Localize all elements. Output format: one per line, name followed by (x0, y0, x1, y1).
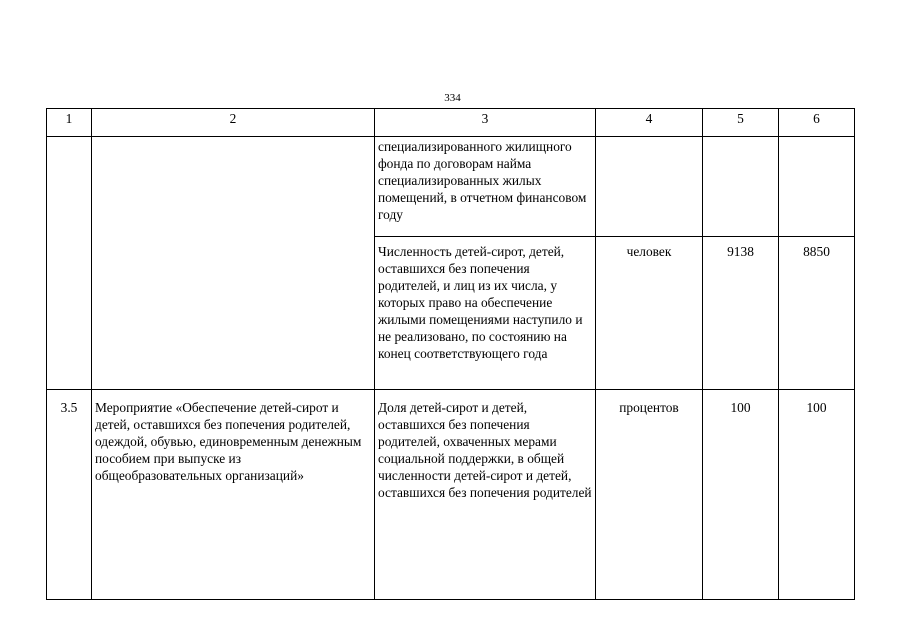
cell-indicator: Численность детей-сирот, детей, оставшихся без попечения родителей, и лиц из их числа, у которых право на обеспечение жилыми помещениями наступило и не реализовано, по состоянию на конец соответствующего года (375, 237, 596, 390)
cell-value-5 (703, 137, 779, 237)
cell-event (92, 137, 375, 390)
cell-unit (596, 137, 703, 237)
column-header-4: 4 (596, 109, 703, 137)
table-row (47, 137, 855, 237)
column-header-5: 5 (703, 109, 779, 137)
column-header-6: 6 (779, 109, 855, 137)
cell-indicator: специализированного жилищного фонда по договорам найма специализированных жилых помещений, в отчетном финансовом году (375, 137, 596, 237)
cell-number (47, 137, 92, 390)
indicators-table (46, 108, 855, 600)
cell-event: Мероприятие «Обеспечение детей-сирот и детей, оставшихся без попечения родителей, одеждой, обувью, единовременным денежным пособием при выпуске из общеобразовательных организаций» (92, 390, 375, 600)
page-number: 334 (444, 92, 461, 104)
column-header-3: 3 (375, 109, 596, 137)
cell-value-6: 8850 (779, 237, 855, 390)
column-header-1: 1 (47, 109, 92, 137)
cell-unit: человек (596, 237, 703, 390)
cell-number: 3.5 (47, 390, 92, 600)
cell-value-6 (779, 137, 855, 237)
cell-indicator: Доля детей-сирот и детей, оставшихся без попечения родителей, охваченных мерами социальной поддержки, в общей численности детей-сирот и детей, оставшихся без попечения родителей (375, 390, 596, 600)
cell-value-6: 100 (779, 390, 855, 600)
cell-value-5: 100 (703, 390, 779, 600)
column-header-2: 2 (92, 109, 375, 137)
cell-value-5: 9138 (703, 237, 779, 390)
table-header-row (47, 109, 855, 137)
cell-unit: процентов (596, 390, 703, 600)
table-row (47, 390, 855, 600)
